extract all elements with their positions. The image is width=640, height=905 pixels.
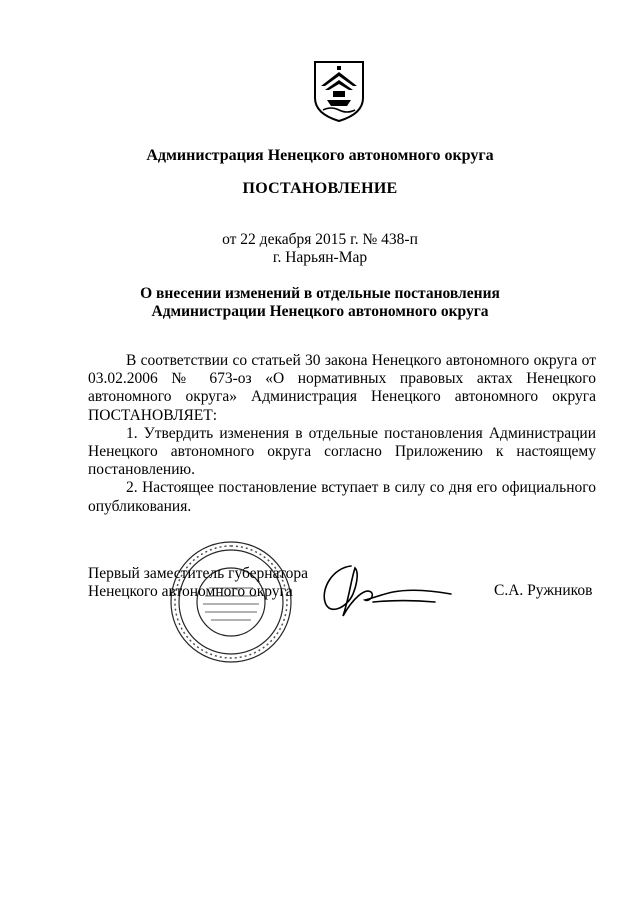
date-number: от 22 декабря 2015 г. № 438-п xyxy=(222,231,418,248)
position-line-1: Первый заместитель губернатора xyxy=(88,565,309,582)
preamble-paragraph: В соответствии со статьей 30 закона Ненецкого автономного округа от 03.02.2006 № 673-оз «О нормативных правовых актах Ненецкого автономного округа» Администрация Ненецкого автономного округа ПОСТАНОВЛЯЕТ: xyxy=(88,352,596,424)
position-line-2: Ненецкого автономного округа xyxy=(88,583,293,600)
subject-line-1: О внесении изменений в отдельные постановления xyxy=(140,285,500,302)
signatory-name: С.А. Ружников xyxy=(494,582,593,599)
handwritten-signature-icon xyxy=(313,558,463,624)
coat-of-arms-icon xyxy=(313,60,365,122)
item-2-paragraph: 2. Настоящее постановление вступает в силу со дня его официального опубликования. xyxy=(88,479,596,515)
city: г. Нарьян-Мар xyxy=(272,249,368,266)
official-seal-icon xyxy=(165,538,297,666)
document-subject xyxy=(0,285,640,321)
document-type: ПОСТАНОВЛЕНИЕ xyxy=(242,180,398,197)
date-and-place xyxy=(0,231,640,267)
organization-name: Администрация Ненецкого автономного округа xyxy=(146,147,494,164)
signatory-position xyxy=(88,565,308,601)
document-body xyxy=(88,352,596,516)
item-1-paragraph: 1. Утвердить изменения в отдельные постановления Администрации Ненецкого автономного округа согласно Приложению к настоящему постановлению. xyxy=(88,424,596,479)
subject-line-2: Администрации Ненецкого автономного округа xyxy=(151,303,489,320)
